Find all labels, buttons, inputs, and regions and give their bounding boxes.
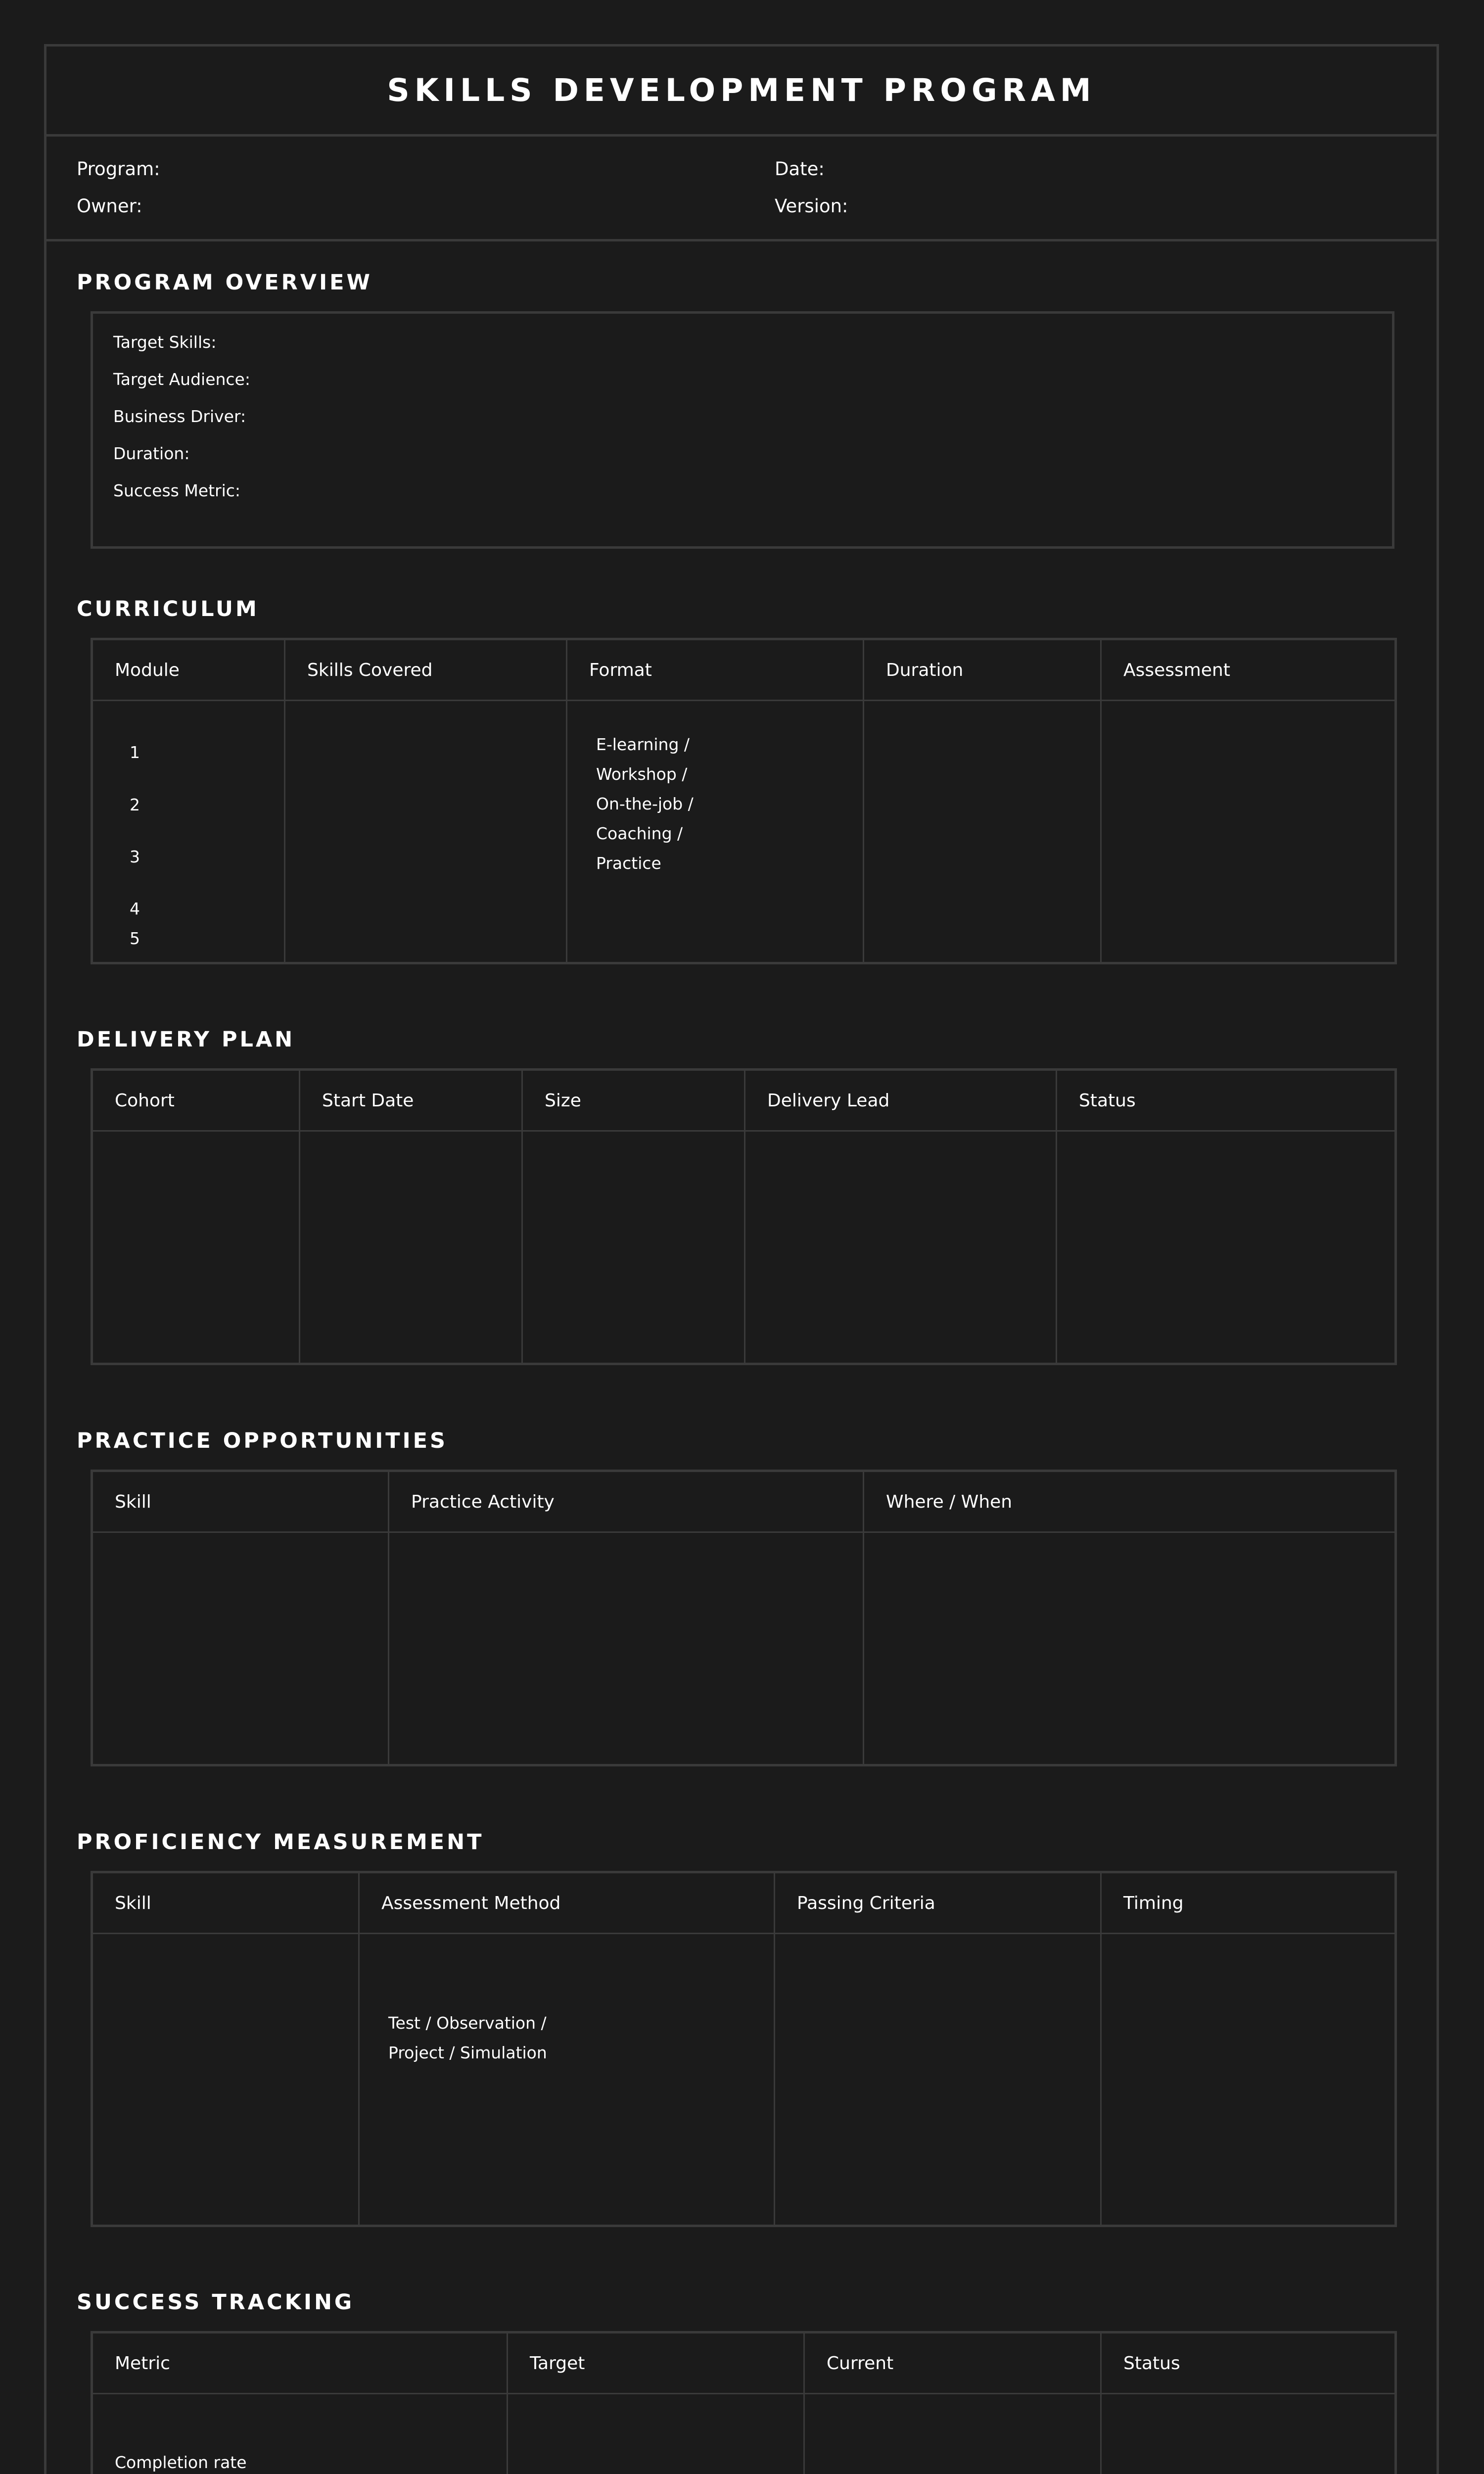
table-row	[92, 2394, 1396, 2474]
column-header: Where / When	[864, 1471, 1396, 1532]
size-cell	[522, 1131, 745, 1364]
table-row	[92, 1532, 1396, 1765]
overview-box	[91, 311, 1394, 549]
table-row	[92, 1934, 1396, 2226]
column-header: Practice Activity	[389, 1471, 864, 1532]
metric-label: Completion rate	[115, 2453, 247, 2472]
curriculum-title: CURRICULUM	[77, 597, 259, 621]
module-number: 3	[130, 847, 140, 866]
format-option: Practice	[596, 854, 661, 873]
date-label: Date:	[775, 158, 825, 180]
target-cell	[508, 2394, 804, 2474]
module-cell	[92, 701, 285, 963]
format-option: E-learning /	[596, 735, 690, 754]
column-header: Assessment Method	[359, 1872, 775, 1934]
column-header: Module	[92, 639, 285, 701]
skills-covered-cell	[285, 701, 567, 963]
column-header: Format	[567, 639, 864, 701]
version-label: Version:	[775, 195, 848, 217]
column-header: Assessment	[1101, 639, 1396, 701]
proficiency-title: PROFICIENCY MEASUREMENT	[77, 1830, 484, 1855]
timing-cell	[1101, 1934, 1396, 2226]
module-number: 2	[130, 795, 140, 814]
metric-cell	[92, 2394, 508, 2474]
duration-cell	[864, 701, 1101, 963]
overview-title: PROGRAM OVERVIEW	[77, 270, 372, 295]
owner-label: Owner:	[77, 195, 142, 217]
column-header: Passing Criteria	[775, 1872, 1101, 1934]
assessment-cell	[1101, 701, 1396, 963]
target-skills-label: Target Skills:	[113, 333, 217, 352]
method-option: Project / Simulation	[388, 2043, 547, 2062]
table-header-row	[92, 1872, 1396, 1934]
column-header: Current	[804, 2332, 1101, 2394]
column-header: Cohort	[92, 1070, 300, 1131]
format-option: Workshop /	[596, 764, 688, 784]
column-header: Skill	[92, 1471, 389, 1532]
meta-section	[46, 137, 1437, 241]
practice-title: PRACTICE OPPORTUNITIES	[77, 1428, 448, 1453]
target-audience-label: Target Audience:	[113, 370, 250, 389]
format-option: Coaching /	[596, 824, 683, 843]
curriculum-table	[91, 638, 1397, 964]
assessment-method-cell	[359, 1934, 775, 2226]
skill-cell	[92, 1532, 389, 1765]
column-header: Start Date	[300, 1070, 522, 1131]
document-frame	[44, 44, 1439, 2474]
cohort-cell	[92, 1131, 300, 1364]
success-metric-label: Success Metric:	[113, 481, 241, 500]
title-bar	[46, 47, 1437, 137]
document-title: SKILLS DEVELOPMENT PROGRAM	[387, 72, 1096, 108]
column-header: Target	[508, 2332, 804, 2394]
tracking-table	[91, 2331, 1397, 2474]
start-date-cell	[300, 1131, 522, 1364]
program-label: Program:	[77, 158, 160, 180]
current-cell	[804, 2394, 1101, 2474]
table-row	[92, 1131, 1396, 1364]
practice-table	[91, 1470, 1397, 1766]
column-header: Metric	[92, 2332, 508, 2394]
column-header: Delivery Lead	[745, 1070, 1057, 1131]
practice-activity-cell	[389, 1532, 864, 1765]
column-header: Skill	[92, 1872, 359, 1934]
column-header: Duration	[864, 639, 1101, 701]
business-driver-label: Business Driver:	[113, 407, 246, 426]
proficiency-table	[91, 1871, 1397, 2227]
method-option: Test / Observation /	[388, 2013, 547, 2033]
skill-cell	[92, 1934, 359, 2226]
where-when-cell	[864, 1532, 1396, 1765]
format-option: On-the-job /	[596, 794, 694, 813]
delivery-lead-cell	[745, 1131, 1057, 1364]
tracking-title: SUCCESS TRACKING	[77, 2290, 355, 2315]
delivery-table	[91, 1068, 1397, 1365]
status-cell	[1057, 1131, 1396, 1364]
module-number: 1	[130, 743, 140, 762]
duration-label: Duration:	[113, 444, 190, 463]
table-header-row	[92, 1070, 1396, 1131]
column-header: Timing	[1101, 1872, 1396, 1934]
status-cell	[1101, 2394, 1396, 2474]
passing-criteria-cell	[775, 1934, 1101, 2226]
delivery-title: DELIVERY PLAN	[77, 1027, 295, 1052]
table-row	[92, 701, 1396, 963]
table-header-row	[92, 2332, 1396, 2394]
column-header: Status	[1101, 2332, 1396, 2394]
column-header: Size	[522, 1070, 745, 1131]
column-header: Status	[1057, 1070, 1396, 1131]
module-number: 4	[130, 899, 140, 918]
module-number: 5	[130, 929, 140, 948]
column-header: Skills Covered	[285, 639, 567, 701]
table-header-row	[92, 639, 1396, 701]
table-header-row	[92, 1471, 1396, 1532]
format-cell	[567, 701, 864, 963]
